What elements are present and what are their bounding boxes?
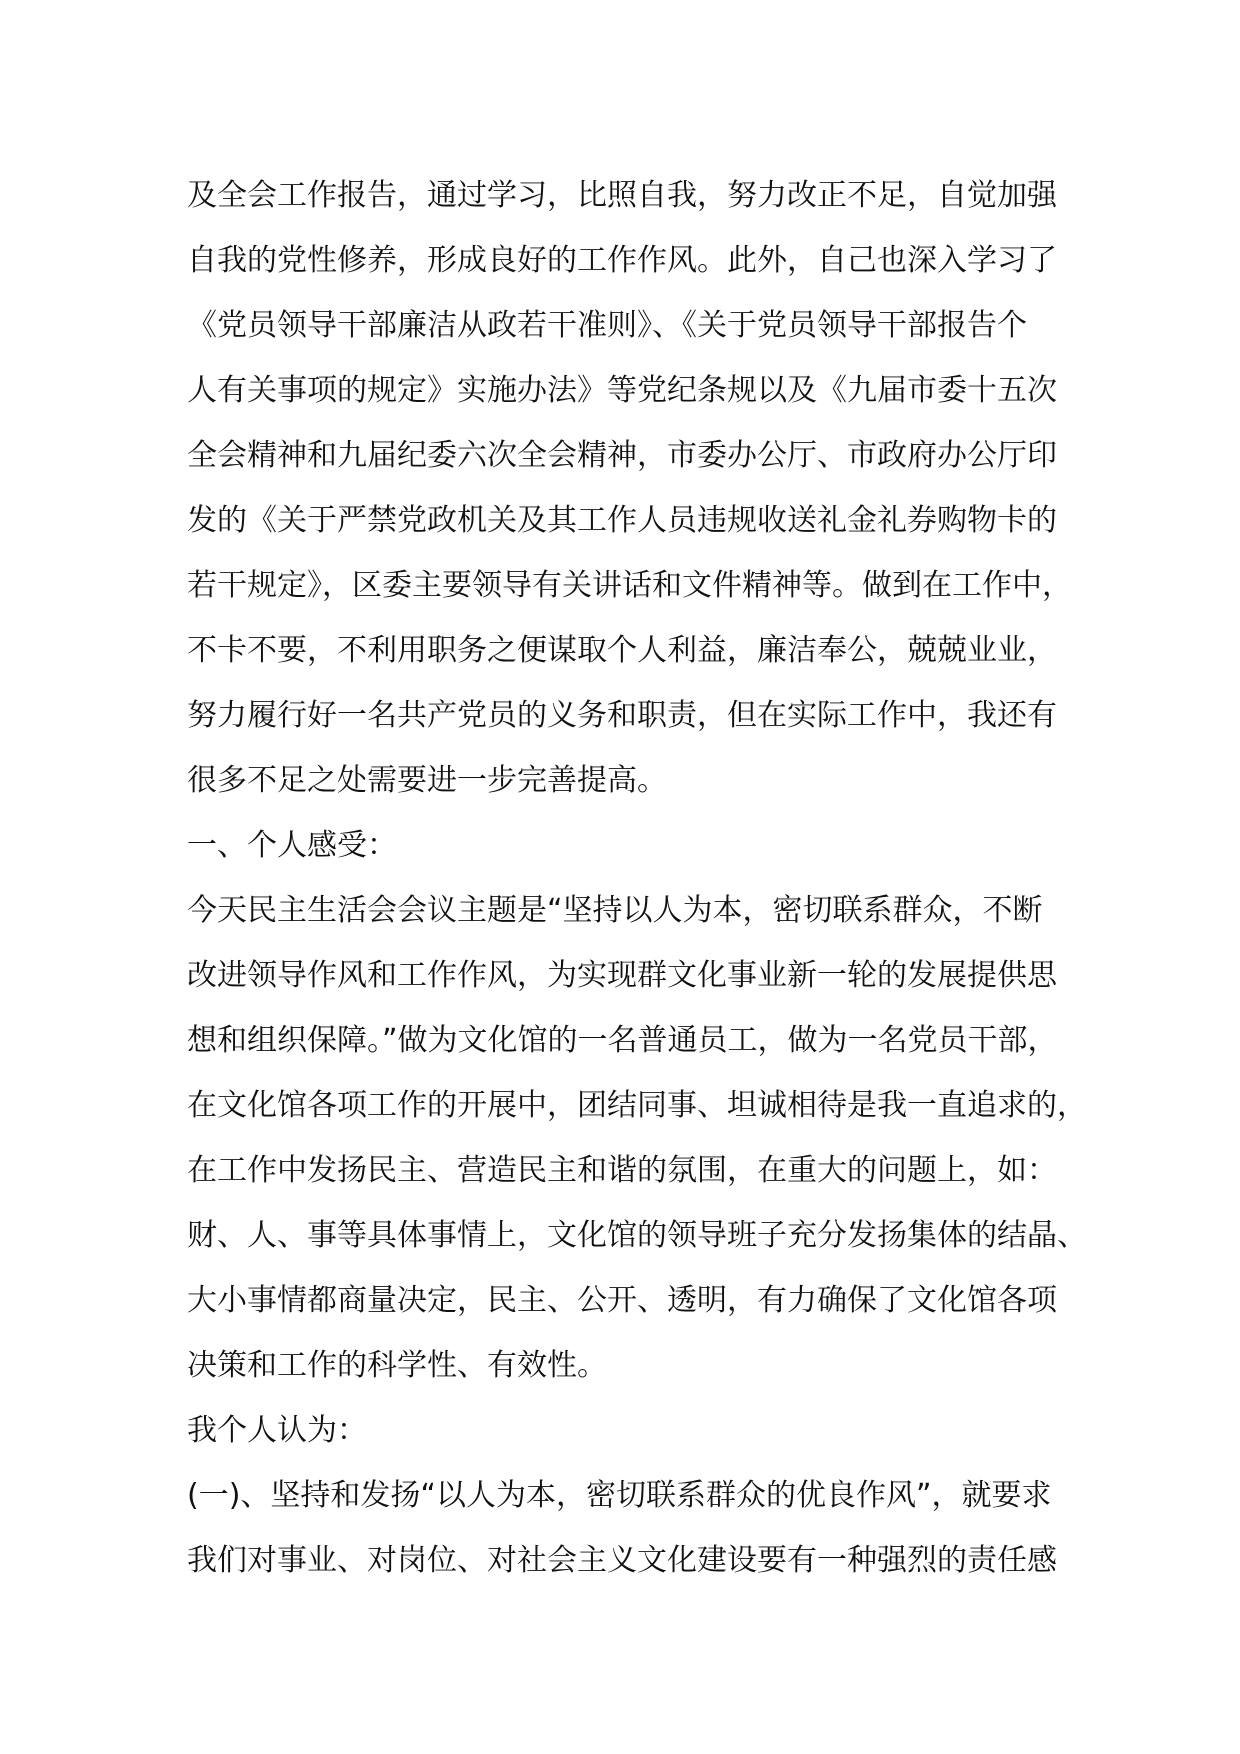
document-body (187, 163, 1087, 1593)
text-line: 若干规定》，区委主要领导有关讲话和文件精神等。做到在工作中， (187, 568, 1072, 603)
text-line: 我们对事业、对岗位、对社会主义文化建设要有一种强烈的责任感 (187, 1543, 1057, 1578)
text-line: 全会精神和九届纪委六次全会精神，市委办公厅、市政府办公厅印 (187, 438, 1057, 473)
text-line: 及全会工作报告，通过学习，比照自我，努力改正不足，自觉加强 (187, 178, 1057, 213)
text-line: 改进领导作风和工作作风，为实现群文化事业新一轮的发展提供思 (187, 958, 1057, 993)
section-heading: 一、个人感受： (187, 828, 397, 863)
text-line: 《党员领导干部廉洁从政若干准则》、《关于党员领导干部报告个 (187, 308, 1027, 343)
text-line: 财、人、事等具体事情上，文化馆的领导班子充分发扬集体的结晶、 (187, 1218, 1087, 1253)
text-line: 大小事情都商量决定，民主、公开、透明，有力确保了文化馆各项 (187, 1283, 1057, 1318)
text-line: 努力履行好一名共产党员的义务和职责，但在实际工作中，我还有 (187, 698, 1057, 733)
text-line: 人有关事项的规定》实施办法》等党纪条规以及《九届市委十五次 (187, 373, 1057, 408)
text-line: 不卡不要，不利用职务之便谋取个人利益，廉洁奉公，兢兢业业， (187, 633, 1057, 668)
text-line: 决策和工作的科学性、有效性。 (187, 1348, 607, 1383)
text-line: 今天民主生活会会议主题是“坚持以人为本，密切联系群众，不断 (187, 893, 1043, 928)
text-line: 在工作中发扬民主、营造民主和谐的氛围，在重大的问题上，如： (187, 1153, 1057, 1188)
text-line: 自我的党性修养，形成良好的工作作风。此外，自己也深入学习了 (187, 243, 1057, 278)
text-line: 想和组织保障。”做为文化馆的一名普通员工，做为一名党员干部， (187, 1023, 1058, 1058)
text-line: 发的《关于严禁党政机关及其工作人员违规收送礼金礼券购物卡的 (187, 503, 1057, 538)
text-line: 很多不足之处需要进一步完善提高。 (187, 763, 667, 798)
subheading: 我个人认为： (187, 1413, 367, 1448)
text-line: 在文化馆各项工作的开展中，团结同事、坦诚相待是我一直追求的， (187, 1088, 1087, 1123)
text-line: (一)、坚持和发扬“以人为本，密切联系群众的优良作风”，就要求 (187, 1478, 1052, 1513)
